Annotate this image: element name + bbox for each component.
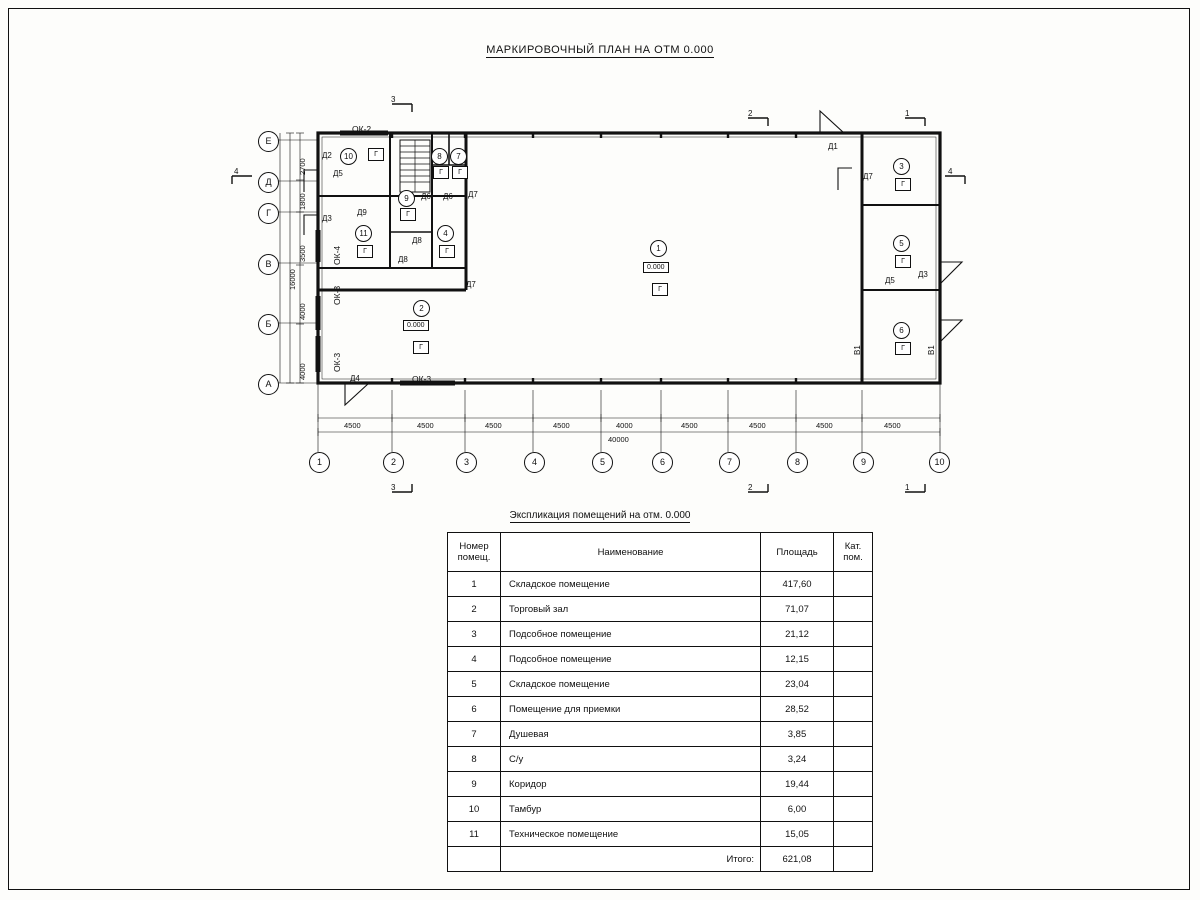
cell-name: Коридор [501,772,761,797]
table-row [448,647,873,672]
door-label-D8-a: Д8 [412,236,422,245]
room-bubble-2: 2 [413,300,430,317]
cell-number: 5 [448,672,501,697]
axis-number-6: 6 [652,452,673,473]
cell-area: 12,15 [761,647,834,672]
dim-vertical-1800: 1800 [298,193,307,210]
axis-number-5: 5 [592,452,613,473]
cell-number: 10 [448,797,501,822]
header-category: Кат. пом. [834,533,873,572]
room-1-category-box: Г [652,283,668,296]
room-bubble-11: 11 [355,225,372,242]
door-label-D7-c: Д7 [863,172,873,181]
dim-h-5: 4000 [616,421,633,430]
cell-category [834,797,873,822]
dim-h-6: 4500 [681,421,698,430]
room-bubble-3: 3 [893,158,910,175]
cell-category [834,822,873,847]
dim-h-total: 40000 [608,435,629,444]
axis-number-10: 10 [929,452,950,473]
dim-h-9: 4500 [884,421,901,430]
cell-name: Подсобное помещение [501,622,761,647]
window-label-OK-3-bottom: ОК-3 [412,374,432,384]
section-mark-3-bottom: 3 [391,483,396,492]
door-label-D9: Д9 [357,208,367,217]
cell-number: 3 [448,622,501,647]
door-label-D3: Д3 [322,214,332,223]
cell-category [834,647,873,672]
room-6-category-box: Г [895,342,911,355]
dim-h-7: 4500 [749,421,766,430]
axis-letter-B: Б [258,314,279,335]
cell-category [834,747,873,772]
drawing-title-text: МАРКИРОВОЧНЫЙ ПЛАН НА ОТМ 0.000 [486,44,714,56]
door-label-D4: Д4 [350,374,360,383]
cell-category [834,772,873,797]
section-mark-4-right: 4 [948,167,953,176]
door-label-D1: Д1 [828,142,838,151]
axis-letter-A: А [258,374,279,395]
cell-name: Тамбур [501,797,761,822]
cell-name: Душевая [501,722,761,747]
window-label-OK-3-left-lower: ОК-3 [332,352,342,372]
cell-area: 3,24 [761,747,834,772]
door-label-D8-b: Д8 [398,255,408,264]
cell-category [834,722,873,747]
cell-name: Складское помещение [501,672,761,697]
exploration-title-text: Экспликация помещений на отм. 0.000 [509,510,691,521]
table-row [448,622,873,647]
cell-area: 23,04 [761,672,834,697]
room-bubble-4: 4 [437,225,454,242]
axis-number-7: 7 [719,452,740,473]
cell-category [834,597,873,622]
table-row [448,597,873,622]
room-bubble-5: 5 [893,235,910,252]
cell-category [834,672,873,697]
door-label-D3-right: Д3 [918,270,928,279]
door-label-D7-a: Д7 [468,190,478,199]
vent-label-B1-right: В1 [927,345,936,355]
cell-number: 4 [448,647,501,672]
dim-h-3: 4500 [485,421,502,430]
exploration-title [0,510,1200,521]
room-9-category-box: Г [400,208,416,221]
total-empty-cell [448,847,501,872]
dim-h-4: 4500 [553,421,570,430]
vent-label-B1-left: В1 [853,345,862,355]
cell-category [834,622,873,647]
door-label-D5-right: Д5 [885,276,895,285]
room-2-category-box: Г [413,341,429,354]
table-header-row [448,533,873,572]
room-bubble-9: 9 [398,190,415,207]
cell-name: Техническое помещение [501,822,761,847]
axis-number-3: 3 [456,452,477,473]
table-row [448,572,873,597]
cell-category [834,697,873,722]
room-1-elevation: 0.000 [643,262,669,273]
axis-letter-E: Е [258,131,279,152]
window-label-OK-3-left-upper: ОК-3 [332,285,342,305]
section-mark-4-left: 4 [234,167,239,176]
cell-number: 9 [448,772,501,797]
cell-area: 6,00 [761,797,834,822]
cell-area: 3,85 [761,722,834,747]
dim-vertical-4000-1: 4000 [298,303,307,320]
room-11-category-box: Г [357,245,373,258]
table-total-row [448,847,873,872]
dim-h-2: 4500 [417,421,434,430]
door-label-D5-left: Д5 [333,169,343,178]
table-row [448,747,873,772]
door-label-D6-a: Д6 [421,192,431,201]
total-value: 621,08 [761,847,834,872]
exploration-table [447,532,873,872]
dim-h-8: 4500 [816,421,833,430]
cell-area: 417,60 [761,572,834,597]
cell-number: 8 [448,747,501,772]
axis-number-8: 8 [787,452,808,473]
header-area: Площадь [761,533,834,572]
room-10-category-box: Г [368,148,384,161]
room-8-category-box: Г [433,166,449,179]
dim-h-1: 4500 [344,421,361,430]
dim-vertical-4000-2: 4000 [298,363,307,380]
axis-number-9: 9 [853,452,874,473]
cell-name: С/у [501,747,761,772]
axis-letter-G: Г [258,203,279,224]
cell-area: 15,05 [761,822,834,847]
cell-number: 6 [448,697,501,722]
header-number: Номер помещ. [448,533,501,572]
cell-number: 7 [448,722,501,747]
axis-letter-V: В [258,254,279,275]
table-row [448,772,873,797]
room-bubble-1: 1 [650,240,667,257]
section-mark-1-bottom: 1 [905,483,910,492]
axis-number-4: 4 [524,452,545,473]
cell-number: 11 [448,822,501,847]
cell-number: 2 [448,597,501,622]
table-row [448,722,873,747]
dim-vertical-2700: 2700 [298,158,307,175]
cell-category [834,572,873,597]
cell-name: Подсобное помещение [501,647,761,672]
window-label-OK-2: ОК-2 [352,124,372,134]
door-label-D2: Д2 [322,151,332,160]
total-label: Итого: [501,847,761,872]
section-mark-1-top: 1 [905,109,910,118]
table-row [448,697,873,722]
section-mark-2-bottom: 2 [748,483,753,492]
section-mark-3-top: 3 [391,95,396,104]
room-4-category-box: Г [439,245,455,258]
cell-name: Торговый зал [501,597,761,622]
cell-number: 1 [448,572,501,597]
room-5-category-box: Г [895,255,911,268]
dim-vertical-3500: 3500 [298,245,307,262]
table-row [448,822,873,847]
header-name: Наименование [501,533,761,572]
table-row [448,797,873,822]
cell-area: 21,12 [761,622,834,647]
room-3-category-box: Г [895,178,911,191]
cell-name: Помещение для приемки [501,697,761,722]
room-bubble-10: 10 [340,148,357,165]
room-2-elevation: 0.000 [403,320,429,331]
cell-area: 71,07 [761,597,834,622]
room-bubble-8: 8 [431,148,448,165]
room-7-category-box: Г [452,166,468,179]
table-row [448,672,873,697]
axis-number-1: 1 [309,452,330,473]
room-bubble-6: 6 [893,322,910,339]
axis-letter-D: Д [258,172,279,193]
room-bubble-7: 7 [450,148,467,165]
dim-vertical-total: 16000 [288,269,297,290]
cell-name: Складское помещение [501,572,761,597]
cell-area: 28,52 [761,697,834,722]
door-label-D6-b: Д6 [443,192,453,201]
axis-number-2: 2 [383,452,404,473]
door-label-D7-b: Д7 [466,280,476,289]
total-category-cell [834,847,873,872]
window-label-OK-4: ОК-4 [332,245,342,265]
section-mark-2-top: 2 [748,109,753,118]
cell-area: 19,44 [761,772,834,797]
